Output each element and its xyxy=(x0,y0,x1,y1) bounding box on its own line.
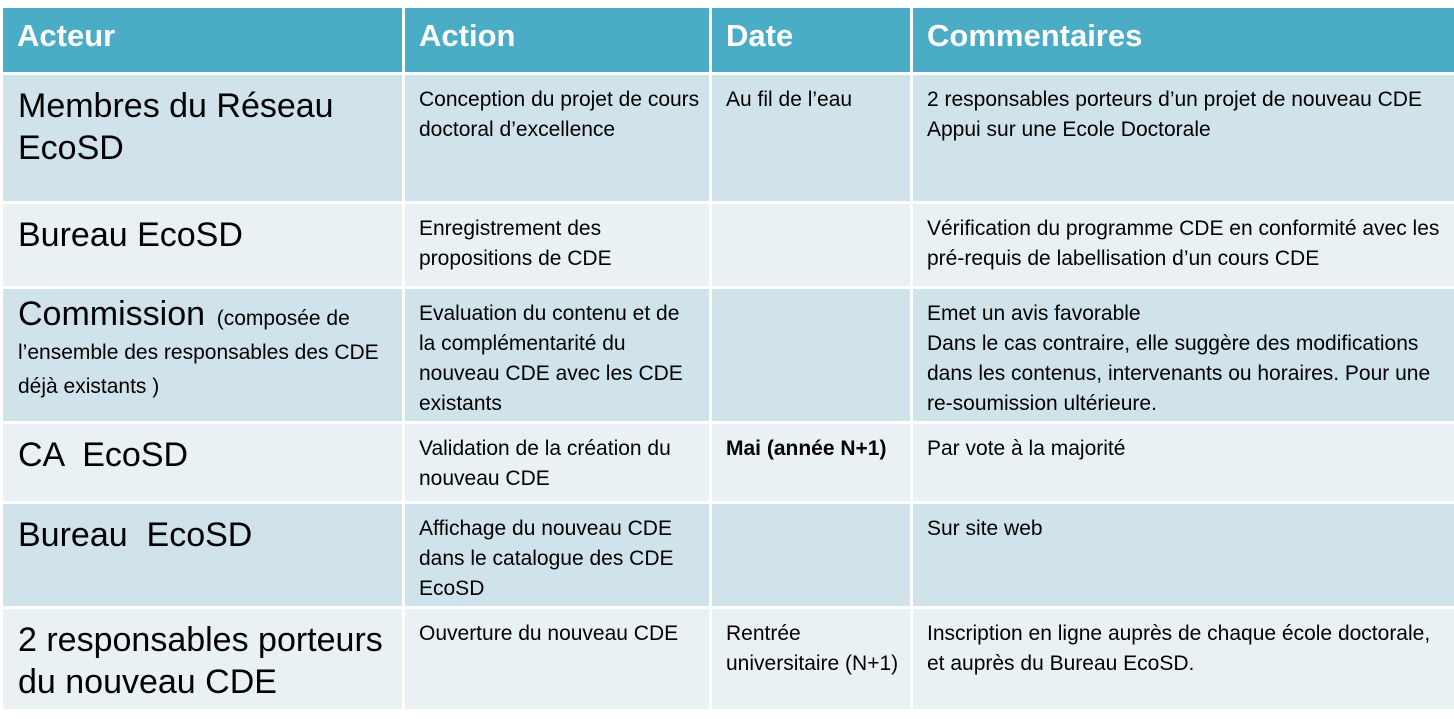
action-text: Affichage du nouveau CDE dans le catalogue des CDE EcoSD xyxy=(419,517,674,600)
comment-line: Appui sur une Ecole Doctorale xyxy=(927,118,1211,141)
action-text: Ouverture du nouveau CDE xyxy=(419,622,679,645)
header-action: Action xyxy=(404,7,711,74)
cell-date xyxy=(711,288,912,423)
action-text: Validation de la création du nouveau CDE xyxy=(419,437,671,490)
date-text xyxy=(712,289,910,299)
commentaires-text xyxy=(913,204,1454,274)
table-row xyxy=(2,608,1454,711)
table-row xyxy=(2,203,1454,288)
cell-acteur xyxy=(2,74,404,203)
acteur-title: Commission xyxy=(18,295,206,333)
comment-line: Par vote à la majorité xyxy=(927,437,1126,460)
date-highlight-text: Mai (année N+1) xyxy=(726,437,887,460)
acteur-text: Bureau EcoSD xyxy=(18,516,253,554)
process-table xyxy=(0,5,1454,712)
cell-date xyxy=(711,74,912,203)
cell-commentaires xyxy=(912,423,1454,503)
acteur-note: (composée de l’ensemble des responsables des CDE déjà existants ) xyxy=(18,307,379,398)
cell-commentaires xyxy=(912,503,1454,608)
table-row xyxy=(2,288,1454,423)
cell-acteur xyxy=(2,288,404,423)
commentaires-text xyxy=(913,424,1454,464)
cell-date xyxy=(711,423,912,503)
cell-commentaires xyxy=(912,203,1454,288)
action-text: Conception du projet de cours doctoral d’excellence xyxy=(419,88,700,141)
comment-line: Emet un avis favorable xyxy=(927,302,1141,325)
cell-commentaires xyxy=(912,74,1454,203)
cell-action xyxy=(404,288,711,423)
cell-action xyxy=(404,503,711,608)
header-row xyxy=(2,7,1454,74)
action-text: Evaluation du contenu et de la complémentarité du nouveau CDE avec les CDE existants xyxy=(419,302,683,415)
acteur-text: CA EcoSD xyxy=(18,436,189,474)
table-row xyxy=(2,503,1454,608)
commentaires-text xyxy=(913,609,1454,679)
cell-action xyxy=(404,74,711,203)
header-acteur: Acteur xyxy=(2,7,404,74)
cell-acteur xyxy=(2,203,404,288)
cell-acteur xyxy=(2,423,404,503)
table-row xyxy=(2,423,1454,503)
comment-line: Dans le cas contraire, elle suggère des modifications dans les contenus, intervenants ou horaires. Pour une re-soumission ultérieure. xyxy=(927,332,1431,415)
commentaires-text xyxy=(913,75,1454,145)
cell-commentaires xyxy=(912,288,1454,423)
action-text: Enregistrement des propositions de CDE xyxy=(419,217,612,270)
cell-action xyxy=(404,203,711,288)
cell-date xyxy=(711,503,912,608)
comment-line: 2 responsables porteurs d’un projet de nouveau CDE xyxy=(927,88,1422,111)
cell-acteur xyxy=(2,608,404,711)
date-text xyxy=(712,204,910,214)
table-row xyxy=(2,74,1454,203)
acteur-text: 2 responsables porteurs du nouveau CDE xyxy=(18,621,383,701)
commentaires-text xyxy=(913,504,1454,544)
date-text: Au fil de l’eau xyxy=(726,88,853,111)
acteur-text: Bureau EcoSD xyxy=(18,216,243,254)
comment-line: Inscription en ligne auprès de chaque école doctorale, et auprès du Bureau EcoSD. xyxy=(927,622,1431,675)
date-text xyxy=(712,504,910,514)
cell-action xyxy=(404,608,711,711)
cell-date xyxy=(711,608,912,711)
date-text: Rentrée universitaire (N+1) xyxy=(726,622,899,675)
comment-line: Sur site web xyxy=(927,517,1043,540)
cell-commentaires xyxy=(912,608,1454,711)
cell-action xyxy=(404,423,711,503)
commentaires-text xyxy=(913,289,1454,419)
header-date: Date xyxy=(711,7,912,74)
acteur-text xyxy=(3,289,402,404)
header-commentaires: Commentaires xyxy=(912,7,1454,74)
cell-date xyxy=(711,203,912,288)
comment-line: Vérification du programme CDE en conformité avec les pré-requis de labellisation d’un cours CDE xyxy=(927,217,1440,270)
cell-acteur xyxy=(2,503,404,608)
acteur-text: Membres du Réseau EcoSD xyxy=(18,87,334,167)
